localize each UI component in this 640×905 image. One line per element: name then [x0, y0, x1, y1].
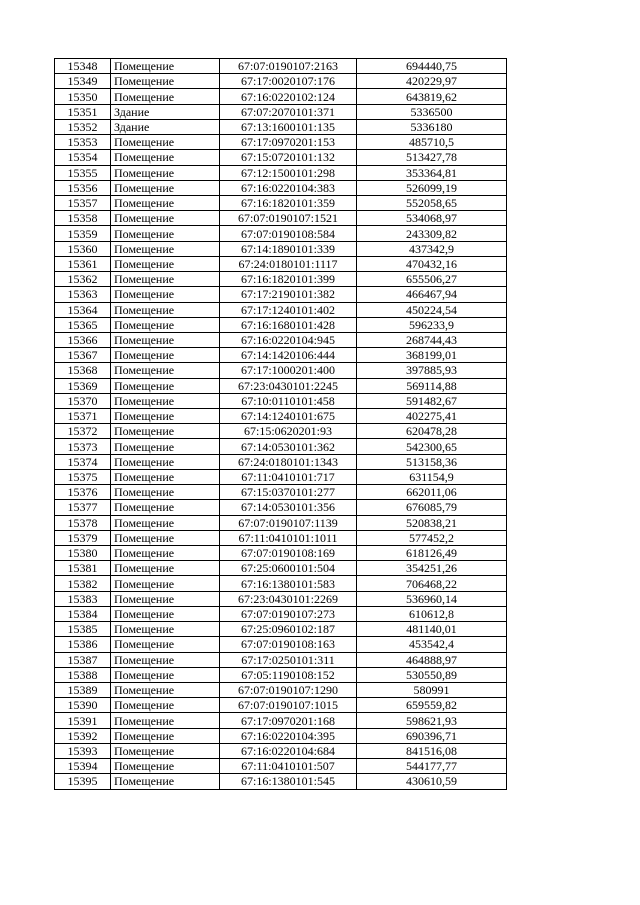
cadastral-value-cell: 544177,77	[357, 759, 507, 774]
row-number-cell: 15381	[55, 561, 111, 576]
object-type-cell: Помещение	[111, 454, 220, 469]
object-type-cell: Здание	[111, 119, 220, 134]
cadastral-number-cell: 67:07:0190107:273	[220, 606, 357, 621]
object-type-cell: Помещение	[111, 150, 220, 165]
object-type-cell: Помещение	[111, 500, 220, 515]
row-number-cell: 15364	[55, 302, 111, 317]
cadastral-value-cell: 397885,93	[357, 363, 507, 378]
cadastral-number-cell: 67:17:1240101:402	[220, 302, 357, 317]
cadastral-number-cell: 67:11:0410101:507	[220, 759, 357, 774]
row-number-cell: 15386	[55, 637, 111, 652]
object-type-cell: Помещение	[111, 637, 220, 652]
cadastral-number-cell: 67:11:0410101:1011	[220, 530, 357, 545]
object-type-cell: Помещение	[111, 774, 220, 789]
object-type-cell: Помещение	[111, 165, 220, 180]
cadastral-number-cell: 67:24:0180101:1343	[220, 454, 357, 469]
table-row	[55, 74, 507, 89]
cadastral-value-cell: 536960,14	[357, 591, 507, 606]
object-type-cell: Помещение	[111, 698, 220, 713]
cadastral-number-cell: 67:07:0190107:2163	[220, 59, 357, 74]
cadastral-value-cell: 598621,93	[357, 713, 507, 728]
row-number-cell: 15348	[55, 59, 111, 74]
row-number-cell: 15380	[55, 546, 111, 561]
cadastral-number-cell: 67:16:1380101:583	[220, 576, 357, 591]
cadastral-number-cell: 67:11:0410101:717	[220, 469, 357, 484]
table-row	[55, 759, 507, 774]
cadastral-value-cell: 520838,21	[357, 515, 507, 530]
cadastral-value-cell: 513427,78	[357, 150, 507, 165]
row-number-cell: 15355	[55, 165, 111, 180]
cadastral-value-cell: 706468,22	[357, 576, 507, 591]
cadastral-value-cell: 690396,71	[357, 728, 507, 743]
row-number-cell: 15393	[55, 743, 111, 758]
object-type-cell: Помещение	[111, 272, 220, 287]
cadastral-number-cell: 67:14:1240101:675	[220, 409, 357, 424]
table-row	[55, 743, 507, 758]
cadastral-value-cell: 841516,08	[357, 743, 507, 758]
cadastral-value-cell: 526099,19	[357, 180, 507, 195]
table-row	[55, 150, 507, 165]
table-row	[55, 241, 507, 256]
cadastral-number-cell: 67:17:0250101:311	[220, 652, 357, 667]
object-type-cell: Помещение	[111, 682, 220, 697]
cadastral-value-cell: 5336500	[357, 104, 507, 119]
cadastral-number-cell: 67:07:0190107:1290	[220, 682, 357, 697]
cadastral-number-cell: 67:17:0970201:153	[220, 135, 357, 150]
object-type-cell: Помещение	[111, 743, 220, 758]
table-row	[55, 424, 507, 439]
row-number-cell: 15367	[55, 348, 111, 363]
object-type-cell: Помещение	[111, 302, 220, 317]
cadastral-number-cell: 67:16:0220104:383	[220, 180, 357, 195]
object-type-cell: Помещение	[111, 469, 220, 484]
cadastral-value-cell: 464888,97	[357, 652, 507, 667]
table-row	[55, 622, 507, 637]
object-type-cell: Помещение	[111, 393, 220, 408]
cadastral-number-cell: 67:24:0180101:1117	[220, 256, 357, 271]
cadastral-value-cell: 676085,79	[357, 500, 507, 515]
cadastral-value-cell: 453542,4	[357, 637, 507, 652]
row-number-cell: 15359	[55, 226, 111, 241]
cadastral-value-cell: 631154,9	[357, 469, 507, 484]
table-row	[55, 500, 507, 515]
cadastral-value-cell: 618126,49	[357, 546, 507, 561]
cadastral-number-cell: 67:12:1500101:298	[220, 165, 357, 180]
cadastral-number-cell: 67:05:1190108:152	[220, 667, 357, 682]
row-number-cell: 15360	[55, 241, 111, 256]
cadastral-value-cell: 577452,2	[357, 530, 507, 545]
cadastral-number-cell: 67:10:0110101:458	[220, 393, 357, 408]
cadastral-number-cell: 67:25:0960102:187	[220, 622, 357, 637]
cadastral-value-cell: 530550,89	[357, 667, 507, 682]
table-row	[55, 272, 507, 287]
cadastral-value-cell: 268744,43	[357, 332, 507, 347]
cadastral-number-cell: 67:16:0220102:124	[220, 89, 357, 104]
object-type-cell: Помещение	[111, 363, 220, 378]
row-number-cell: 15357	[55, 195, 111, 210]
cadastral-value-cell: 354251,26	[357, 561, 507, 576]
cadastral-value-cell: 353364,81	[357, 165, 507, 180]
cadastral-number-cell: 67:14:0530101:362	[220, 439, 357, 454]
table-row	[55, 180, 507, 195]
row-number-cell: 15387	[55, 652, 111, 667]
object-type-cell: Помещение	[111, 241, 220, 256]
row-number-cell: 15391	[55, 713, 111, 728]
table-row	[55, 256, 507, 271]
table-row	[55, 104, 507, 119]
table-row	[55, 439, 507, 454]
table-row	[55, 667, 507, 682]
cadastral-number-cell: 67:17:0020107:176	[220, 74, 357, 89]
cadastral-value-cell: 466467,94	[357, 287, 507, 302]
cadastral-number-cell: 67:16:0220104:684	[220, 743, 357, 758]
cadastral-value-cell: 655506,27	[357, 272, 507, 287]
table-row	[55, 165, 507, 180]
row-number-cell: 15388	[55, 667, 111, 682]
row-number-cell: 15353	[55, 135, 111, 150]
table-row	[55, 576, 507, 591]
table-row	[55, 59, 507, 74]
row-number-cell: 15363	[55, 287, 111, 302]
cadastral-number-cell: 67:14:0530101:356	[220, 500, 357, 515]
cadastral-number-cell: 67:17:2190101:382	[220, 287, 357, 302]
row-number-cell: 15376	[55, 485, 111, 500]
table-row	[55, 591, 507, 606]
cadastral-value-cell: 569114,88	[357, 378, 507, 393]
row-number-cell: 15356	[55, 180, 111, 195]
object-type-cell: Помещение	[111, 226, 220, 241]
table-row	[55, 713, 507, 728]
cadastral-value-cell: 513158,36	[357, 454, 507, 469]
object-type-cell: Помещение	[111, 332, 220, 347]
row-number-cell: 15361	[55, 256, 111, 271]
object-type-cell: Помещение	[111, 576, 220, 591]
table-row	[55, 606, 507, 621]
table-row	[55, 302, 507, 317]
table-row	[55, 393, 507, 408]
cadastral-number-cell: 67:15:0370101:277	[220, 485, 357, 500]
table-row	[55, 546, 507, 561]
cadastral-number-cell: 67:23:0430101:2269	[220, 591, 357, 606]
row-number-cell: 15369	[55, 378, 111, 393]
cadastral-value-cell: 243309,82	[357, 226, 507, 241]
row-number-cell: 15372	[55, 424, 111, 439]
row-number-cell: 15385	[55, 622, 111, 637]
cadastral-number-cell: 67:17:1000201:400	[220, 363, 357, 378]
row-number-cell: 15371	[55, 409, 111, 424]
cadastral-number-cell: 67:07:2070101:371	[220, 104, 357, 119]
row-number-cell: 15350	[55, 89, 111, 104]
row-number-cell: 15354	[55, 150, 111, 165]
cadastral-value-cell: 402275,41	[357, 409, 507, 424]
cadastral-value-cell: 368199,01	[357, 348, 507, 363]
cadastral-value-cell: 620478,28	[357, 424, 507, 439]
row-number-cell: 15392	[55, 728, 111, 743]
table-row	[55, 454, 507, 469]
table-row	[55, 774, 507, 789]
row-number-cell: 15395	[55, 774, 111, 789]
cadastral-value-cell: 5336180	[357, 119, 507, 134]
object-type-cell: Помещение	[111, 287, 220, 302]
cadastral-number-cell: 67:13:1600101:135	[220, 119, 357, 134]
cadastral-number-cell: 67:23:0430101:2245	[220, 378, 357, 393]
row-number-cell: 15390	[55, 698, 111, 713]
table-row	[55, 530, 507, 545]
row-number-cell: 15358	[55, 211, 111, 226]
cadastral-number-cell: 67:17:0970201:168	[220, 713, 357, 728]
object-type-cell: Помещение	[111, 348, 220, 363]
cadastral-number-cell: 67:15:0620201:93	[220, 424, 357, 439]
cadastral-value-cell: 450224,54	[357, 302, 507, 317]
cadastral-value-cell: 437342,9	[357, 241, 507, 256]
table-row	[55, 652, 507, 667]
object-type-cell: Помещение	[111, 515, 220, 530]
row-number-cell: 15368	[55, 363, 111, 378]
cadastral-value-cell: 430610,59	[357, 774, 507, 789]
row-number-cell: 15352	[55, 119, 111, 134]
row-number-cell: 15384	[55, 606, 111, 621]
cadastral-value-cell: 485710,5	[357, 135, 507, 150]
table-row	[55, 363, 507, 378]
object-type-cell: Помещение	[111, 195, 220, 210]
table-row	[55, 515, 507, 530]
table-row	[55, 682, 507, 697]
object-type-cell: Здание	[111, 104, 220, 119]
cadastral-number-cell: 67:16:1380101:545	[220, 774, 357, 789]
cadastral-value-cell: 610612,8	[357, 606, 507, 621]
object-type-cell: Помещение	[111, 591, 220, 606]
table-row	[55, 485, 507, 500]
object-type-cell: Помещение	[111, 606, 220, 621]
cadastral-value-cell: 542300,65	[357, 439, 507, 454]
cadastral-number-cell: 67:07:0190108:169	[220, 546, 357, 561]
row-number-cell: 15373	[55, 439, 111, 454]
object-type-cell: Помещение	[111, 135, 220, 150]
table-row	[55, 378, 507, 393]
row-number-cell: 15374	[55, 454, 111, 469]
object-type-cell: Помещение	[111, 652, 220, 667]
row-number-cell: 15351	[55, 104, 111, 119]
table-row	[55, 637, 507, 652]
object-type-cell: Помещение	[111, 211, 220, 226]
cadastral-number-cell: 67:16:0220104:945	[220, 332, 357, 347]
row-number-cell: 15375	[55, 469, 111, 484]
table-row	[55, 561, 507, 576]
cadastral-value-cell: 643819,62	[357, 89, 507, 104]
cadastral-number-cell: 67:16:1680101:428	[220, 317, 357, 332]
object-type-cell: Помещение	[111, 713, 220, 728]
table-row	[55, 317, 507, 332]
cadastral-number-cell: 67:07:0190108:163	[220, 637, 357, 652]
table-row	[55, 195, 507, 210]
cadastral-number-cell: 67:07:0190108:584	[220, 226, 357, 241]
cadastral-number-cell: 67:07:0190107:1015	[220, 698, 357, 713]
cadastral-value-cell: 659559,82	[357, 698, 507, 713]
object-type-cell: Помещение	[111, 667, 220, 682]
cadastral-number-cell: 67:16:0220104:395	[220, 728, 357, 743]
cadastral-value-cell: 694440,75	[357, 59, 507, 74]
cadastral-number-cell: 67:16:1820101:399	[220, 272, 357, 287]
object-type-cell: Помещение	[111, 439, 220, 454]
table-row	[55, 409, 507, 424]
cadastral-value-cell: 470432,16	[357, 256, 507, 271]
cadastral-number-cell: 67:14:1890101:339	[220, 241, 357, 256]
object-type-cell: Помещение	[111, 561, 220, 576]
cadastral-number-cell: 67:16:1820101:359	[220, 195, 357, 210]
object-type-cell: Помещение	[111, 378, 220, 393]
object-type-cell: Помещение	[111, 546, 220, 561]
table-row	[55, 119, 507, 134]
cadastral-value-cell: 552058,65	[357, 195, 507, 210]
registry-table-body	[55, 59, 507, 790]
cadastral-number-cell: 67:07:0190107:1139	[220, 515, 357, 530]
object-type-cell: Помещение	[111, 759, 220, 774]
row-number-cell: 15379	[55, 530, 111, 545]
object-type-cell: Помещение	[111, 74, 220, 89]
table-row	[55, 728, 507, 743]
row-number-cell: 15349	[55, 74, 111, 89]
cadastral-value-cell: 481140,01	[357, 622, 507, 637]
cadastral-value-cell: 580991	[357, 682, 507, 697]
table-row	[55, 211, 507, 226]
cadastral-value-cell: 534068,97	[357, 211, 507, 226]
object-type-cell: Помещение	[111, 59, 220, 74]
table-row	[55, 287, 507, 302]
object-type-cell: Помещение	[111, 424, 220, 439]
row-number-cell: 15389	[55, 682, 111, 697]
row-number-cell: 15378	[55, 515, 111, 530]
object-type-cell: Помещение	[111, 89, 220, 104]
object-type-cell: Помещение	[111, 485, 220, 500]
row-number-cell: 15365	[55, 317, 111, 332]
table-row	[55, 469, 507, 484]
cadastral-number-cell: 67:07:0190107:1521	[220, 211, 357, 226]
object-type-cell: Помещение	[111, 622, 220, 637]
object-type-cell: Помещение	[111, 409, 220, 424]
cadastral-value-cell: 596233,9	[357, 317, 507, 332]
object-type-cell: Помещение	[111, 256, 220, 271]
table-row	[55, 698, 507, 713]
table-row	[55, 226, 507, 241]
table-row	[55, 135, 507, 150]
object-type-cell: Помещение	[111, 728, 220, 743]
object-type-cell: Помещение	[111, 317, 220, 332]
row-number-cell: 15370	[55, 393, 111, 408]
row-number-cell: 15362	[55, 272, 111, 287]
row-number-cell: 15377	[55, 500, 111, 515]
table-row	[55, 332, 507, 347]
object-type-cell: Помещение	[111, 530, 220, 545]
cadastral-value-cell: 420229,97	[357, 74, 507, 89]
row-number-cell: 15383	[55, 591, 111, 606]
cadastral-value-cell: 662011,06	[357, 485, 507, 500]
table-row	[55, 89, 507, 104]
object-type-cell: Помещение	[111, 180, 220, 195]
row-number-cell: 15394	[55, 759, 111, 774]
cadastral-value-cell: 591482,67	[357, 393, 507, 408]
cadastral-number-cell: 67:15:0720101:132	[220, 150, 357, 165]
registry-table	[54, 58, 507, 790]
cadastral-number-cell: 67:14:1420106:444	[220, 348, 357, 363]
row-number-cell: 15382	[55, 576, 111, 591]
cadastral-number-cell: 67:25:0600101:504	[220, 561, 357, 576]
table-row	[55, 348, 507, 363]
row-number-cell: 15366	[55, 332, 111, 347]
